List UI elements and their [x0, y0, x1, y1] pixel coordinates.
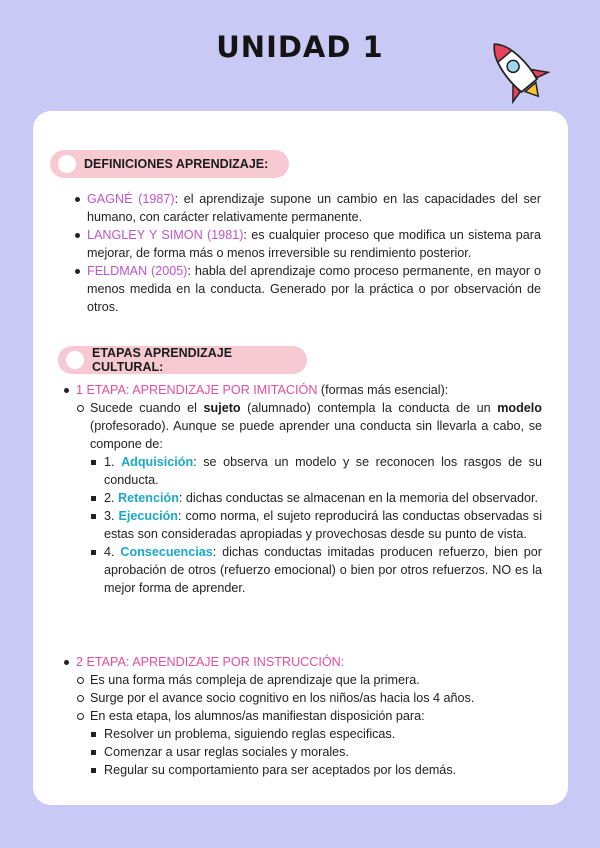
list-item: 1. Adquisición: se observa un modelo y se reconocen los rasgos de su conducta.	[90, 453, 542, 489]
definition-text: el aprendizaje supone un cambio en las capacidades del ser humano, con carácter relativamente permanente.	[87, 192, 542, 224]
list-item: 1 ETAPA: APRENDIZAJE POR IMITACIÓN (formas más esencial): Sucede cuando el sujeto (alumnado) contempla la conducta de un modelo (profesorado). Aunque se puede aprender una conducta sin llevarla a cabo, se compone de: 1. Adquisición: se observa un modelo y se reconocen los rasgos de su conducta. 2. Retención: dichas conductas se almacenan en la memoria del observador. 3. Ejecución: como norma, el sujeto reproducirá las conductas observadas si estas son consideradas apropiadas y provechosas desde su punto de vista. 4. Consecuencias: dichas conductas imitadas producen refuerzo, bien por aprobación de otros (refuerzo emocional) o bien por otros refuerzos. NO es la mejor forma de aprender.	[64, 381, 542, 597]
rocket-icon	[480, 34, 554, 104]
list-item: Sucede cuando el sujeto (alumnado) contempla la conducta de un modelo (profesorado). Aunque se puede aprender una conducta sin llevarla a cabo, se compone de: 1. Adquisición: se observa un modelo y se reconocen los rasgos de su conducta. 2. Retención: dichas conductas se almacenan en la memoria del observador. 3. Ejecución: como norma, el sujeto reproducirá las conductas observadas si estas son consideradas apropiadas y provechosas desde su punto de vista. 4. Consecuencias: dichas conductas imitadas producen refuerzo, bien por aprobación de otros (refuerzo emocional) o bien por otros refuerzos. NO es la mejor forma de aprender.	[76, 399, 542, 597]
stage-2-subpoints	[90, 725, 542, 779]
list-item: Es una forma más compleja de aprendizaje que la primera.	[76, 671, 542, 689]
list-item: GAGNÉ (1987): el aprendizaje supone un cambio en las capacidades del ser humano, con carácter relativamente permanente.	[75, 190, 541, 226]
list-item: Resolver un problema, siguiendo reglas especificas.	[90, 725, 542, 743]
stage-2-sublist	[76, 671, 542, 779]
author-name: FELDMAN (2005)	[87, 264, 188, 278]
bullet-circle-icon	[66, 351, 84, 369]
list-item: FELDMAN (2005): habla del aprendizaje como proceso permanente, en mayor o menos medida en la conducta. Generado por la práctica o por observación de otros.	[75, 262, 541, 316]
definition-text: habla del aprendizaje como proceso permanente, en mayor o menos medida en la conducta. Generado por la práctica o por observación de otros.	[87, 264, 541, 314]
list-item: 4. Consecuencias: dichas conductas imitadas producen refuerzo, bien por aprobación de otros (refuerzo emocional) o bien por otros refuerzos. NO es la mejor forma de aprender.	[90, 543, 542, 597]
step-name: Consecuencias	[120, 545, 213, 559]
author-name: GAGNÉ (1987)	[87, 192, 175, 206]
section-heading-stages	[58, 346, 307, 374]
step-name: Ejecución	[118, 509, 178, 523]
list-item: En esta etapa, los alumnos/as manifiestan disposición para: Resolver un problema, siguiendo reglas especificas. Comenzar a usar reglas sociales y morales. Regular su comportamiento para ser aceptados por los demás.	[76, 707, 542, 779]
list-item: 3. Ejecución: como norma, el sujeto reproducirá las conductas observadas si estas son consideradas apropiadas y provechosas desde su punto de vista.	[90, 507, 542, 543]
list-item: Comenzar a usar reglas sociales y morales.	[90, 743, 542, 761]
list-item: Regular su comportamiento para ser aceptados por los demás.	[90, 761, 542, 779]
bullet-circle-icon	[58, 155, 76, 173]
section-heading-label: DEFINICIONES APRENDIZAJE:	[84, 157, 269, 171]
stage-2-title: 2 ETAPA: APRENDIZAJE POR INSTRUCCIÓN:	[76, 655, 345, 669]
step-name: Adquisición	[121, 455, 194, 469]
page-title: UNIDAD 1	[216, 30, 384, 64]
stage-1-list	[64, 381, 542, 597]
stage-1-title: 1 ETAPA: APRENDIZAJE POR IMITACIÓN	[76, 383, 318, 397]
section-heading-definitions	[50, 150, 289, 178]
stage-1-sublist	[76, 399, 542, 597]
definitions-list	[75, 190, 541, 316]
list-item	[64, 653, 542, 779]
list-item: 2. Retención: dichas conductas se almacenan en la memoria del observador.	[90, 489, 542, 507]
step-name: Retención	[118, 491, 179, 505]
list-item: LANGLEY Y SIMON (1981): es cualquier proceso que modifica un sistema para mejorar, de forma más o menos irreversible su rendimiento posterior.	[75, 226, 541, 262]
list-item: Surge por el avance socio cognitivo en los niños/as hacia los 4 años.	[76, 689, 542, 707]
definition-text: es cualquier proceso que modifica un sistema para mejorar, de forma más o menos irreversible su rendimiento posterior.	[87, 228, 542, 260]
section-heading-label: ETAPAS APRENDIZAJE CULTURAL:	[92, 346, 233, 374]
stage-2-list	[64, 653, 542, 779]
author-name: LANGLEY Y SIMON (1981)	[87, 228, 244, 242]
stage-1-steps	[90, 453, 542, 597]
